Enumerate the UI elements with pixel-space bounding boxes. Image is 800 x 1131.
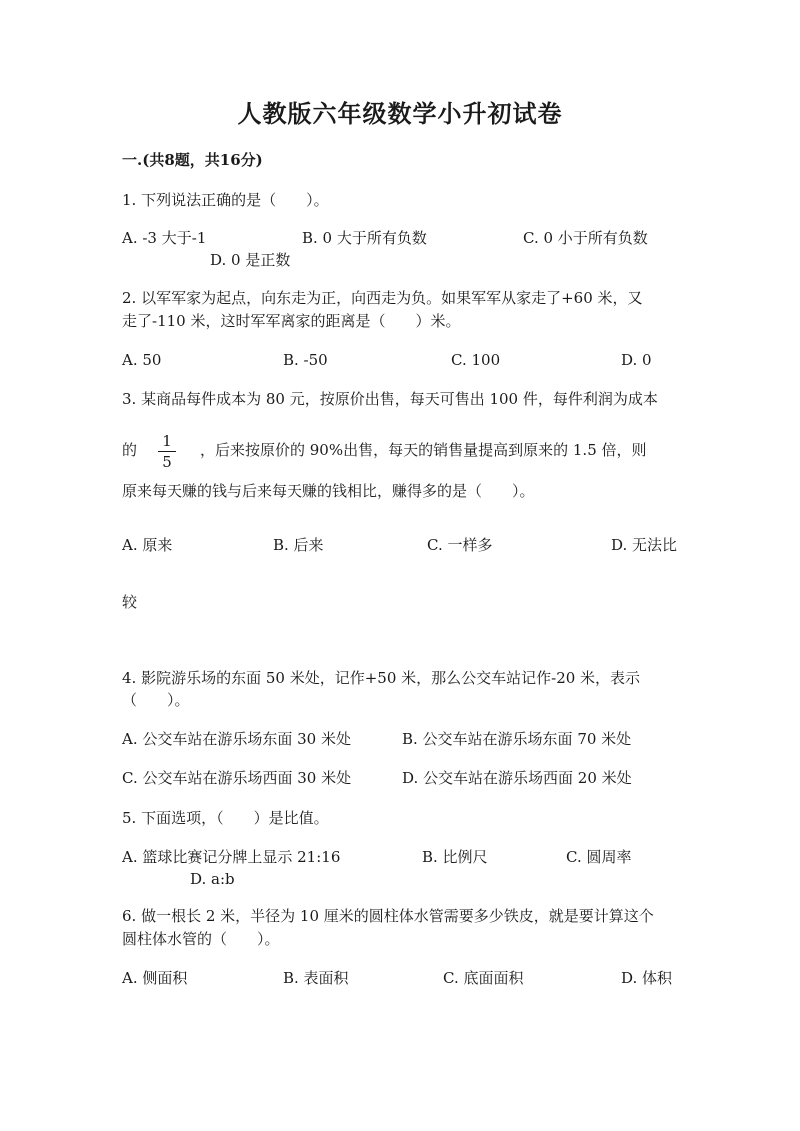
page-title: 人教版六年级数学小升初试卷	[237, 99, 563, 128]
question-5-option-d: D. a:b	[190, 870, 235, 888]
fraction-denominator: 5	[162, 453, 172, 471]
question-4-option-b: B. 公交车站在游乐场东面 70 米处	[402, 730, 632, 748]
question-1-option-a: A. -3 大于-1	[122, 229, 207, 247]
question-6-stem-line-2: 圆柱体水管的（ ）。	[122, 930, 280, 948]
question-1-option-d: D. 0 是正数	[210, 251, 291, 269]
question-4-option-d: D. 公交车站在游乐场西面 20 米处	[402, 769, 632, 787]
question-3-option-d-wrap: 较	[122, 593, 138, 611]
question-3-option-b: B. 后来	[273, 536, 324, 554]
question-3-option-d: D. 无法比	[611, 536, 678, 554]
section-heading: 一.(共8题，共16分)	[122, 151, 263, 169]
question-5-stem: 5. 下面选项，（ ）是比值。	[122, 809, 329, 827]
fraction-numerator: 1	[162, 432, 172, 450]
question-3-stem-line-1: 3. 某商品每件成本为 80 元，按原价出售，每天可售出 100 件，每件利润为成本	[122, 390, 658, 408]
question-3-stem-line-3: 原来每天赚的钱与后来每天赚的钱相比，赚得多的是（ ）。	[122, 482, 535, 500]
question-3-stem-de: 的	[122, 441, 138, 459]
fraction-one-fifth	[158, 433, 176, 471]
question-6-option-c: C. 底面面积	[443, 969, 524, 987]
question-5-option-a: A. 篮球比赛记分牌上显示 21:16	[122, 848, 341, 866]
question-2-option-c: C. 100	[451, 351, 501, 369]
question-4-option-a: A. 公交车站在游乐场东面 30 米处	[122, 730, 351, 748]
question-1-option-c: C. 0 小于所有负数	[523, 229, 648, 247]
question-4-stem-line-1: 4. 影院游乐场的东面 50 米处，记作+50 米，那么公交车站记作-20 米，表示	[122, 669, 641, 687]
question-3-option-c: C. 一样多	[427, 536, 493, 554]
question-3-option-a: A. 原来	[122, 536, 173, 554]
fraction-bar	[158, 451, 176, 452]
question-5-option-c: C. 圆周率	[566, 848, 632, 866]
question-2-stem-line-2: 走了-110 米，这时军军离家的距离是（ ）米。	[122, 312, 461, 330]
question-3-stem-line-2: ，后来按原价的 90%出售，每天的销售量提高到原来的 1.5 倍，则	[200, 441, 647, 459]
question-2-stem-line-1: 2. 以军军家为起点，向东走为正，向西走为负。如果军军从家走了+60 米，又	[122, 289, 643, 307]
question-5-option-b: B. 比例尺	[422, 848, 488, 866]
question-2-option-b: B. -50	[283, 351, 328, 369]
question-1-option-b: B. 0 大于所有负数	[302, 229, 427, 247]
question-4-option-c: C. 公交车站在游乐场西面 30 米处	[122, 769, 352, 787]
question-6-option-a: A. 侧面积	[122, 969, 188, 987]
question-6-option-b: B. 表面积	[283, 969, 349, 987]
question-4-stem-line-2: （ ）。	[122, 691, 190, 709]
question-2-option-d: D. 0	[621, 351, 652, 369]
question-6-option-d: D. 体积	[621, 969, 673, 987]
question-6-stem-line-1: 6. 做一根长 2 米，半径为 10 厘米的圆柱体水管需要多少铁皮，就是要计算这个	[122, 907, 654, 925]
question-2-option-a: A. 50	[122, 351, 162, 369]
question-1-stem: 1. 下列说法正确的是（ ）。	[122, 191, 329, 209]
